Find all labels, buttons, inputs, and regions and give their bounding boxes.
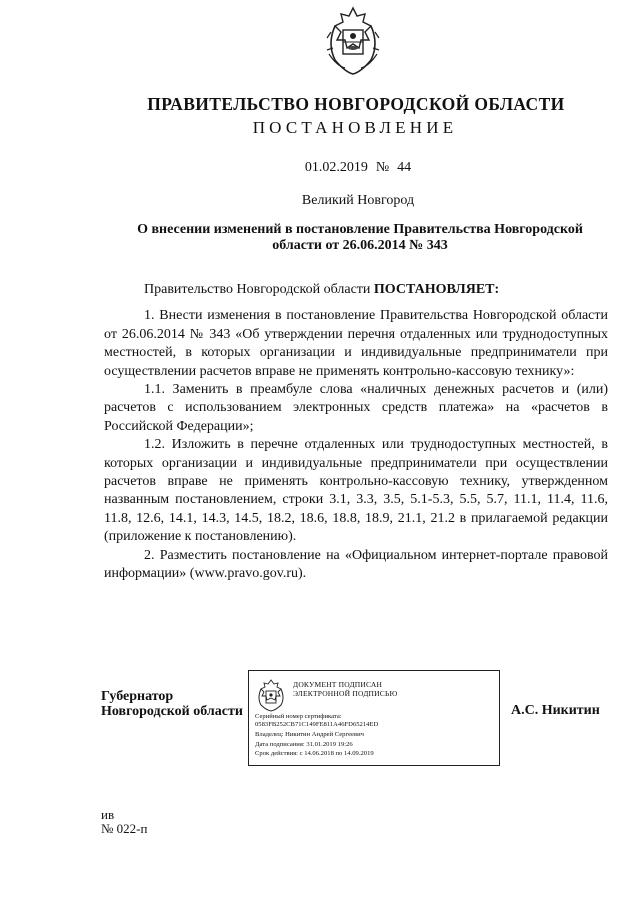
footer-codes	[101, 808, 147, 836]
document-body	[104, 281, 608, 584]
lead-paragraph	[104, 281, 608, 299]
paragraph-2: 2. Разместить постановление на «Официальном интернет-портале правовой информации» (www.pravo.gov.ru).	[104, 547, 608, 582]
esign-heading-line-2: ЭЛЕКТРОННОЙ ПОДПИСЬЮ	[293, 689, 398, 698]
position-line-2: Новгородской области	[101, 704, 243, 719]
document-subject: О внесении изменений в постановление Правительства Новгородской области от 26.06.2014 № 343	[137, 222, 583, 253]
coat-of-arms-icon	[321, 4, 385, 76]
esign-heading	[293, 680, 493, 698]
position-line-1: Губернатор	[101, 689, 174, 704]
paragraph-1-2: 1.2. Изложить в перечне отдаленных или труднодоступных местностей, в которых организации и индивидуальные предприниматели при осуществлении расчетов вправе не применять контрольно-кассовую технику, утвержденном названным постановлением, строки 3.1, 3.3, 3.5, 5.1-5.3, 5.5, 5.7, 11.1, 11.4, 11.6, 11.8, 12.6, 14.1, 14.3, 14.5, 18.2, 18.6, 18.8, 18.9, 21.1, 21.2 в прилагаемой редакции (приложение к постановлению).	[104, 437, 608, 545]
signatory-position	[101, 689, 243, 719]
cert-validity: Срок действия: с 14.06.2018 по 14.09.2019	[255, 750, 374, 757]
number-sign: №	[375, 160, 390, 175]
document-city: Великий Новгород	[301, 193, 415, 208]
esign-heading-line-1: ДОКУМЕНТ ПОДПИСАН	[293, 680, 383, 689]
paragraph-1: 1. Внести изменения в постановление Правительства Новгородской области от 26.06.2014 № 343 «Об утверждении перечня отдаленных или труднодоступных местностей, в которых организации и индивидуальные предприниматели при осуществлении расчетов вправе не применять контрольно-кассовую технику»:	[104, 308, 608, 379]
executor-initials: ив	[101, 807, 115, 822]
document-date: 01.02.2019	[304, 160, 368, 175]
document-code: № 022-п	[101, 821, 148, 836]
document-date-number	[0, 160, 640, 176]
lead-bold: ПОСТАНОВЛЯЕТ:	[373, 282, 500, 297]
document-type: ПОСТАНОВЛЕНИЕ	[252, 118, 458, 137]
cert-owner: Владелец: Никитин Андрей Сергеевич	[255, 731, 364, 738]
document-number: 44	[397, 160, 412, 175]
organization-title: ПРАВИТЕЛЬСТВО НОВГОРОДСКОЙ ОБЛАСТИ	[147, 94, 565, 114]
signatory-name: А.С. Никитин	[511, 703, 600, 718]
lead-text: Правительство Новгородской области	[144, 282, 374, 297]
cert-number: 0583FB252CB71C149FE811A46FD65214ED	[255, 721, 379, 728]
electronic-signature-stamp	[248, 670, 500, 766]
signed-date: Дата подписания: 31.01.2019 19:26	[255, 741, 353, 748]
coat-of-arms-stamp-icon	[256, 678, 286, 712]
cert-label: Серийный номер сертификата:	[255, 713, 342, 720]
paragraph-1-1: 1.1. Заменить в преамбуле слова «наличных денежных расчетов и (или) расчетов с использованием электронных средств платежа» на «расчетов в Российской Федерации»;	[104, 382, 608, 434]
